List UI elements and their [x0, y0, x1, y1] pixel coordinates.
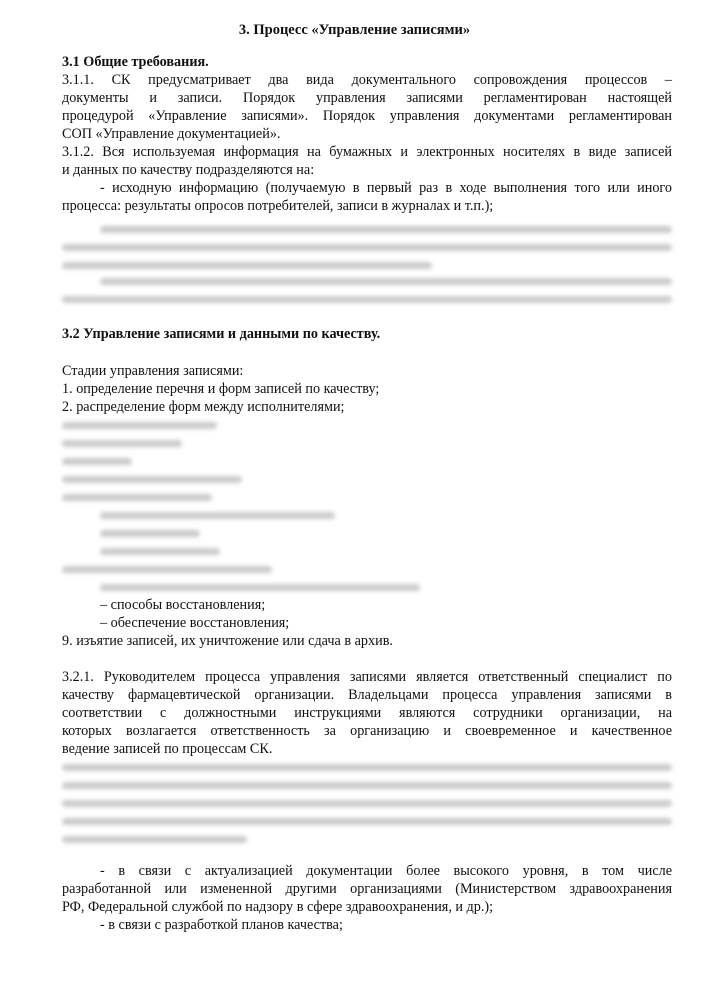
bullet-quality-plans: - в связи с разработкой планов качества; — [100, 917, 343, 933]
paragraph-3-1-1-line-4: СОП «Управление документацией». — [62, 126, 281, 142]
paragraph-3-2-1-line-4: которых возлагается ответственность за организацию и своевременное и качественное — [62, 723, 672, 739]
paragraph-3-1-2-line-2: и данных по качеству подразделяются на: — [62, 162, 315, 178]
paragraph-3-1-1-line-3: процедурой «Управление записями». Порядок управления документами регламентирован — [62, 108, 672, 124]
sub-restore-support: – обеспечение восстановления; — [100, 615, 290, 631]
stage-2: 2. распределение форм между исполнителями; — [62, 399, 345, 415]
bullet-update-line-1: - в связи с актуализацией документации более высокого уровня, в том числе — [100, 863, 672, 879]
bullet-update-line-3: РФ, Федеральной службой по надзору в сфере здравоохранения, и др.); — [62, 899, 494, 915]
bullet-source-info-line-2: процесса: результаты опросов потребителей, записи в журналах и т.п.); — [62, 198, 494, 214]
paragraph-3-2-1-line-5: ведение записей по процессам СК. — [62, 741, 273, 757]
bullet-update-line-2: разработанной или измененной другими организациями (Министерством здравоохранения — [62, 881, 672, 897]
paragraph-3-1-1-line-2: документы и записи. Порядок управления записями регламентирован настоящей — [62, 90, 672, 106]
paragraph-3-2-1-line-3: соответствии с должностными инструкциями являются сотрудники организации, на — [62, 705, 672, 721]
stage-9: 9. изъятие записей, их уничтожение или сдача в архив. — [62, 633, 393, 649]
paragraph-3-2-1-line-2: качеству фармацевтической организации. Владельцами процесса управления записями в — [62, 687, 672, 703]
page-title: 3. Процесс «Управление записями» — [238, 22, 471, 38]
bullet-source-info-line-1: - исходную информацию (получаемую в первый раз в ходе выполнения того или иного — [100, 180, 672, 196]
paragraph-3-1-2-line-1: 3.1.2. Вся используемая информация на бумажных и электронных носителях в виде записей — [62, 144, 672, 160]
stage-1: 1. определение перечня и форм записей по качеству; — [62, 381, 380, 397]
section-3-2-heading: 3.2 Управление записями и данными по качеству. — [62, 326, 381, 342]
stages-intro: Стадии управления записями: — [62, 363, 244, 379]
paragraph-3-2-1-line-1: 3.2.1. Руководителем процесса управления записями является ответственный специалист по — [62, 669, 672, 685]
paragraph-3-1-1-line-1: 3.1.1. СК предусматривает два вида документального сопровождения процессов – — [62, 72, 672, 88]
sub-restore-ways: – способы восстановления; — [100, 597, 266, 613]
section-3-1-heading: 3.1 Общие требования. — [62, 54, 209, 70]
